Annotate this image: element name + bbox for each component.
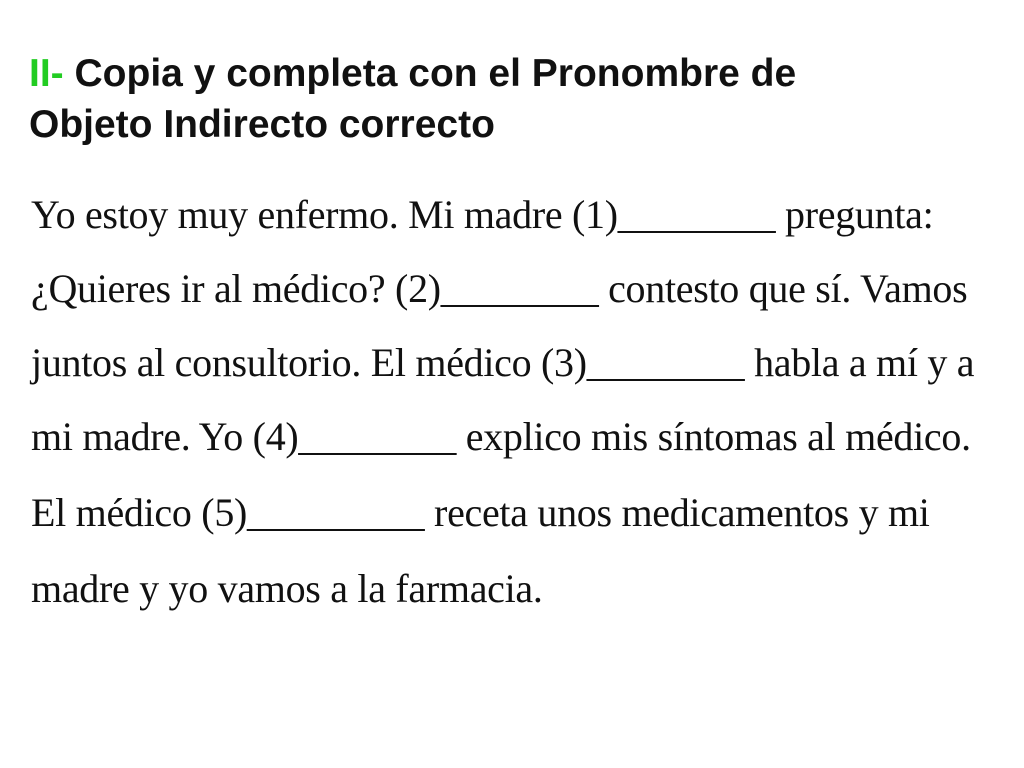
line-text: madre y yo vamos a la farmacia. [31,566,543,611]
blank-3: (3)________ [541,340,745,385]
line-text: pregunta: [775,192,934,237]
paragraph-line-1 [31,191,933,238]
blank-4: (4)________ [252,414,457,459]
paragraph-line-3 [31,339,974,386]
exercise-number: II- [29,52,64,95]
line-text: ¿Quieres ir al médico? [31,266,396,311]
line-text: explico mis síntomas al médico. [456,414,971,459]
blank-1: (1)________ [572,192,776,237]
line-text: contesto que sí. Vamos [598,266,968,311]
blank-2: (2)________ [395,266,599,311]
paragraph-line-6 [31,565,543,612]
line-text: juntos al consultorio. El médico [31,340,542,385]
paragraph-line-5 [31,489,930,536]
line-text: mi madre. Yo [31,414,253,459]
paragraph-line-2 [31,265,967,312]
exercise-instruction: Copia y completa con el Pronombre de [74,52,797,95]
exercise-instruction-line2: Objeto Indirecto correcto [29,103,495,146]
paragraph-line-4 [31,413,971,460]
blank-5: (5)_________ [201,490,425,535]
line-text: Yo estoy muy enfermo. Mi madre [31,192,573,237]
exercise-title [29,48,989,150]
line-text: El médico [31,490,202,535]
line-text: habla a mí y a [744,340,975,385]
line-text: receta unos medicamentos y mi [424,490,930,535]
